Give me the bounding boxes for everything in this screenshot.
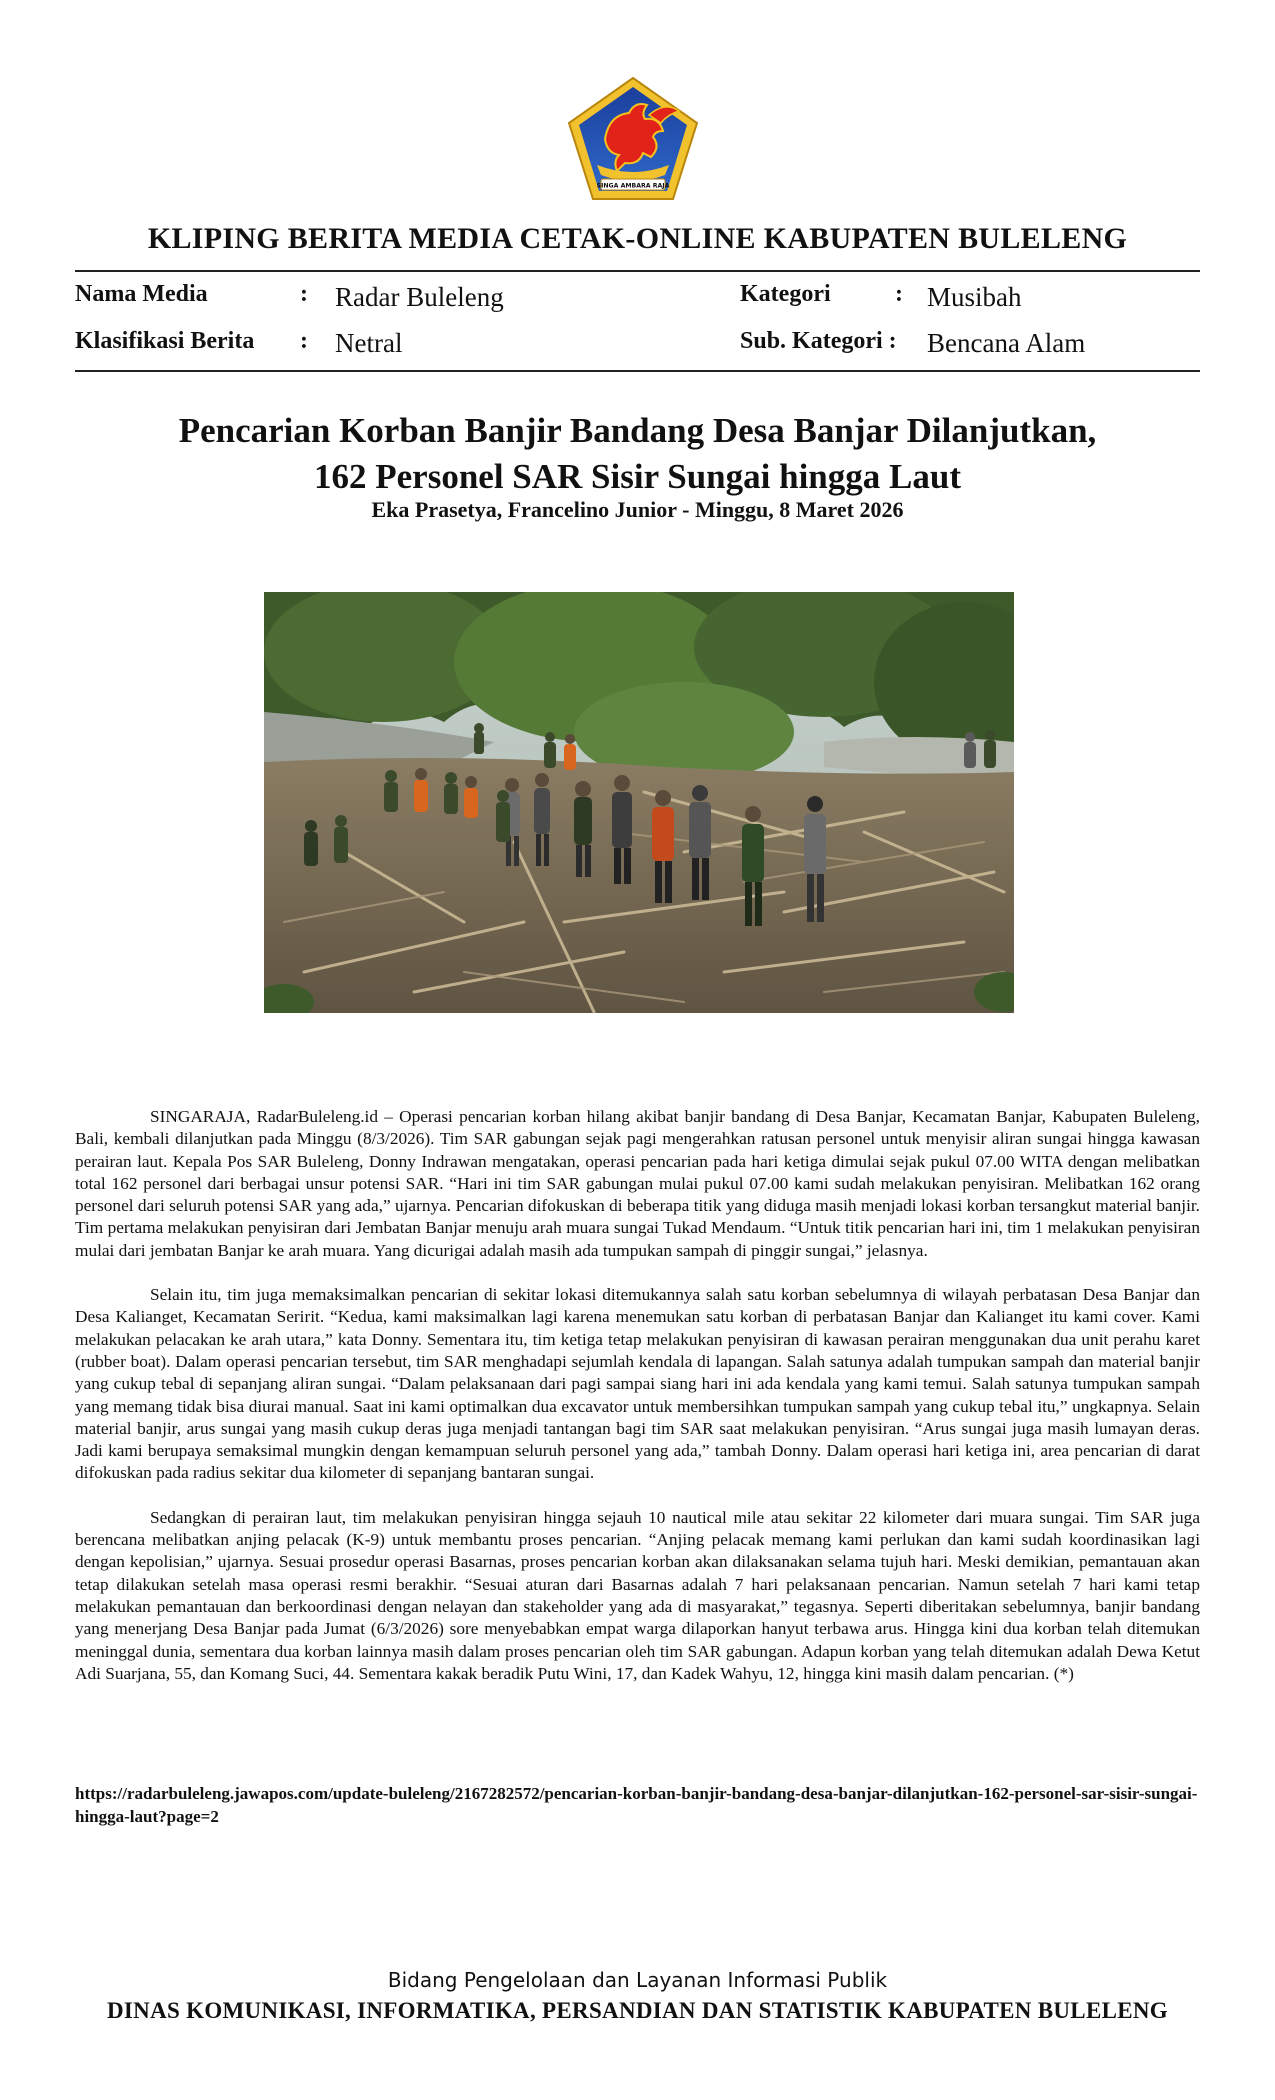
logo-text: SINGA AMBARA RAJA xyxy=(596,182,670,190)
divider-top xyxy=(75,270,1200,272)
klasifikasi-label: Klasifikasi Berita xyxy=(75,328,255,354)
headline-line-2: 162 Personel SAR Sisir Sungai hingga Laut xyxy=(314,457,961,496)
sar-team-photo-illustration xyxy=(264,592,1014,1013)
footer-agency: DINAS KOMUNIKASI, INFORMATIKA, PERSANDIAN DAN STATISTIK KABUPATEN BULELENG xyxy=(107,1998,1168,2023)
article-body xyxy=(75,1106,1200,1707)
media-label: Nama Media xyxy=(75,281,208,307)
footer-department: Bidang Pengelolaan dan Layanan Informasi Publik xyxy=(387,1968,888,1992)
article-paragraph: SINGARAJA, RadarBuleleng.id – Operasi pencarian korban hilang akibat banjir bandang di Desa Banjar, Kecamatan Banjar, Kabupaten Buleleng, Bali, kembali dilanjutkan pada Minggu (8/3/2026). Tim SAR gabungan sejak pagi mengerahkan ratusan personel untuk menyisir aliran sungai hingga kawasan perairan laut. Kepala Pos SAR Buleleng, Donny Indrawan mengatakan, operasi pencarian pada hari ketiga dimulai sejak pukul 07.00 WITA dengan melibatkan total 162 personel dari berbagai unsur potensi SAR. “Hari ini tim SAR gabungan mulai pukul 07.00 kami sudah melakukan penyisiran. Melibatkan 162 orang personel dari seluruh potensi SAR yang ada,” ujarnya. Pencarian difokuskan di beberapa titik yang diduga masih menjadi lokasi korban tersangkut material banjir. Tim pertama melakukan penyisiran dari Jembatan Banjar menuju arah muara sungai Tukad Mendaum. “Untuk titik pencarian hari ini, tim 1 melakukan penyisiran mulai dari jembatan Banjar ke arah muara. Yang dicurigai adalah masih ada tumpukan sampah di pinggir sungai,” jelasnya. xyxy=(75,1107,1200,1260)
subkategori-value: Bencana Alam xyxy=(927,328,1086,358)
source-link[interactable]: https://radarbuleleng.jawapos.com/update-buleleng/2167282572/pencarian-korban-banjir-bandang-desa-banjar-dilanjutkan-162-personel-sar-sisir-sungai-hingga-laut?page=2 xyxy=(75,1784,1198,1826)
subkategori-label: Sub. Kategori : xyxy=(740,328,897,354)
headline-line-1: Pencarian Korban Banjir Bandang Desa Banjar Dilanjutkan, xyxy=(178,411,1097,450)
divider-bottom xyxy=(75,370,1200,372)
kategori-value: Musibah xyxy=(927,282,1022,312)
media-colon: : xyxy=(300,281,308,307)
klasifikasi-colon: : xyxy=(300,328,308,354)
article-byline: Eka Prasetya, Francelino Junior - Minggu, 8 Maret 2026 xyxy=(371,497,904,522)
kategori-colon: : xyxy=(895,281,903,307)
article-paragraph: Sedangkan di perairan laut, tim melakukan penyisiran hingga sejauh 10 nautical mile atau sekitar 22 kilometer dari muara sungai. Tim SAR juga berencana melibatkan anjing pelacak (K-9) untuk membantu proses pencarian. “Anjing pelacak memang kami perlukan dan kami sudah koordinasikan lagi dengan kepolisian,” ujarnya. Sesuai prosedur operasi Basarnas, proses pencarian korban akan dilaksanakan selama tujuh hari. Meski demikian, pemantauan akan tetap dilakukan setelah masa operasi resmi berakhir. “Sesuai aturan dari Basarnas adalah 7 hari pelaksanaan pencarian. Namun setelah 7 hari kami tetap melakukan pemantauan dan berkoordinasi dengan nelayan dan stakeholder yang ada di masyarakat,” tegasnya. Seperti diberitakan sebelumnya, banjir bandang yang menerjang Desa Banjar pada Jumat (6/3/2026) sore menyebabkan empat warga dilaporkan hanyut terbawa arus. Hingga kini dua korban telah ditemukan meninggal dunia, sementara dua korban lainnya masih dalam proses pencarian oleh tim SAR gabungan. Adapun korban yang telah ditemukan adalah Dewa Ketut Adi Suarjana, 55, dan Komang Suci, 44. Sementara kakak beradik Putu Wini, 17, dan Kadek Wahyu, 12, hingga kini masih dalam pencarian. (*) xyxy=(75,1507,1200,1683)
article-headline xyxy=(0,408,1275,500)
article-photo xyxy=(264,592,1014,1013)
media-value: Radar Buleleng xyxy=(335,282,504,312)
buleleng-crest-logo xyxy=(565,75,701,203)
crest-icon xyxy=(565,75,701,203)
clipping-title: KLIPING BERITA MEDIA CETAK-ONLINE KABUPATEN BULELENG xyxy=(147,222,1128,255)
kategori-label: Kategori xyxy=(740,281,831,307)
article-paragraph: Selain itu, tim juga memaksimalkan pencarian di sekitar lokasi ditemukannya salah satu korban sebelumnya di wilayah perbatasan Desa Banjar dan Desa Kalianget, Kecamatan Seririt. “Kedua, kami maksimalkan lagi karena menemukan satu korban di perbatasan Banjar dan Kalianget itu kami cover. Kami melakukan pelacakan ke arah utara,” kata Donny. Sementara itu, tim ketiga tetap melakukan penyisiran di kawasan perairan menggunakan dua unit perahu karet (rubber boat). Dalam operasi pencarian tersebut, tim SAR menghadapi sejumlah kendala di lapangan. Salah satunya adalah tumpukan sampah dan material banjir yang cukup tebal di sepanjang aliran sungai. “Dalam pelaksanaan dari pagi sampai siang hari ini ada kendala yang kami temui. Salah satunya tumpukan sampah yang memang tidak bisa diurai manual. Saat ini kami optimalkan dua excavator untuk membersihkan tumpukan sampah yang cukup tebal itu,” ungkapnya. Selain material banjir, arus sungai yang masih cukup deras juga menjadi tantangan bagi tim SAR saat melakukan penyisiran. “Arus sungai juga masih lumayan deras. Jadi kami berupaya semaksimal mungkin dengan kemampuan seluruh personel yang ada,” tambah Donny. Dalam operasi hari ketiga ini, area pencarian di darat difokuskan pada radius sekitar dua kilometer di sepanjang bantaran sungai. xyxy=(75,1285,1200,1483)
klasifikasi-value: Netral xyxy=(335,328,403,358)
